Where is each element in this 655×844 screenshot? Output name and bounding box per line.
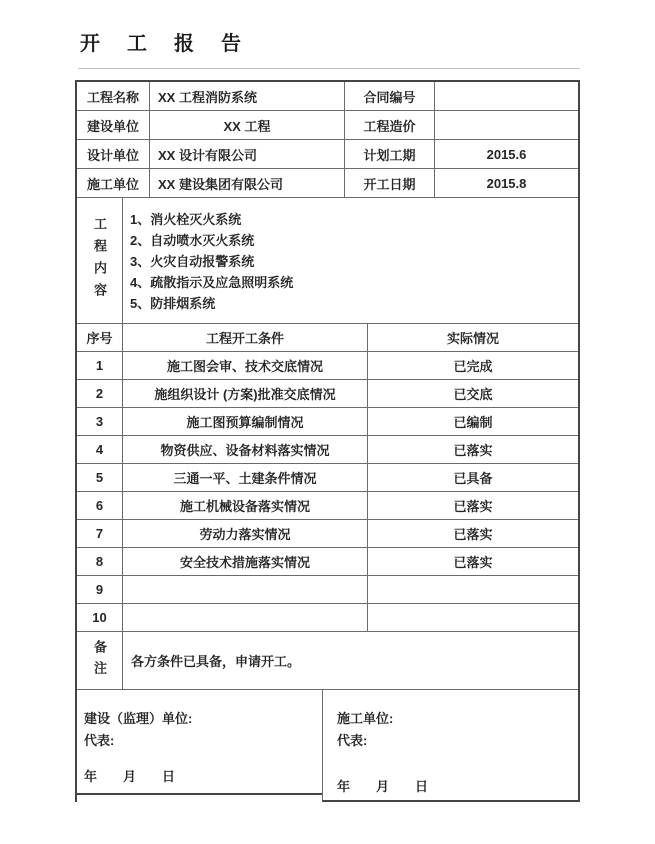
info-value-start-date: 2015.8: [435, 169, 578, 198]
content-item: 5、防排烟系统: [130, 296, 216, 311]
condition-text: 三通一平、土建条件情况: [123, 464, 368, 492]
condition-no: 7: [77, 520, 123, 548]
condition-text: 施工机械设备落实情况: [123, 492, 368, 520]
condition-text: 安全技术措施落实情况: [123, 548, 368, 576]
title-underline: [78, 68, 580, 69]
remark-label: 备注: [92, 639, 107, 682]
condition-row: [77, 408, 578, 436]
condition-text: 物资供应、设备材料落实情况: [123, 436, 368, 464]
report-table: [75, 80, 580, 802]
condition-status: 已落实: [368, 492, 578, 520]
info-value-project-cost: [435, 111, 578, 140]
condition-text: [123, 604, 368, 632]
condition-status: 已落实: [368, 436, 578, 464]
info-label-project-cost: 工程造价: [345, 111, 435, 140]
condition-text: 施工图会审、技术交底情况: [123, 352, 368, 380]
content-item: 3、火灾自动报警系统: [130, 254, 255, 269]
condition-no: 9: [77, 576, 123, 604]
project-content-label-cell: [77, 198, 123, 324]
info-value-contract-no: [435, 82, 578, 111]
owner-date-line: 年 月 日: [84, 769, 176, 784]
info-label-project-name: 工程名称: [77, 82, 150, 111]
page-title: 开工报告: [80, 33, 268, 55]
contractor-unit-label: 施工单位:: [337, 711, 394, 726]
condition-status: 已落实: [368, 548, 578, 576]
owner-representative-label: 代表:: [84, 733, 115, 748]
condition-no: 10: [77, 604, 123, 632]
info-row: [77, 111, 578, 140]
info-value-project-name: XX 工程消防系统: [150, 82, 345, 111]
condition-text: 施组织设计 (方案)批准交底情况: [123, 380, 368, 408]
info-label-contract-no: 合同编号: [345, 82, 435, 111]
condition-status: 已具备: [368, 464, 578, 492]
header-no: 序号: [77, 324, 123, 352]
info-label-start-date: 开工日期: [345, 169, 435, 198]
info-value-contractor: XX 建设集团有限公司: [150, 169, 345, 198]
info-label-design-unit: 设计单位: [77, 140, 150, 169]
condition-status: 已落实: [368, 520, 578, 548]
project-content-list: [123, 198, 578, 324]
condition-status: [368, 576, 578, 604]
info-label-planned-duration: 计划工期: [345, 140, 435, 169]
info-value-planned-duration: 2015.6: [435, 140, 578, 169]
condition-row: [77, 436, 578, 464]
header-condition: 工程开工条件: [123, 324, 368, 352]
info-row: [77, 169, 578, 198]
condition-row: [77, 464, 578, 492]
condition-no: 3: [77, 408, 123, 436]
info-row: [77, 82, 578, 111]
remark-text: 各方条件已具备，申请开工。: [123, 632, 578, 690]
condition-row: [77, 576, 578, 604]
project-content-row: [77, 198, 578, 324]
condition-status: 已编制: [368, 408, 578, 436]
info-value-construction-unit: XX 工程: [150, 111, 345, 140]
condition-no: 2: [77, 380, 123, 408]
contractor-date-line: 年 月 日: [337, 779, 429, 794]
signoff-row: [77, 690, 578, 802]
condition-no: 6: [77, 492, 123, 520]
content-item: 2、自动喷水灭火系统: [130, 233, 255, 248]
condition-row: [77, 604, 578, 632]
remark-label-cell: [77, 632, 123, 690]
signoff-contractor-block: [322, 690, 578, 802]
condition-text: 劳动力落实情况: [123, 520, 368, 548]
content-item: 4、疏散指示及应急照明系统: [130, 275, 294, 290]
condition-row: [77, 548, 578, 576]
content-item: 1、消火栓灭火系统: [130, 212, 242, 227]
signoff-owner-block: [77, 690, 322, 795]
remark-row: [77, 632, 578, 690]
owner-unit-label: 建设（监理）单位:: [84, 711, 193, 726]
condition-status: [368, 604, 578, 632]
condition-row: [77, 492, 578, 520]
condition-row: [77, 352, 578, 380]
condition-row: [77, 380, 578, 408]
condition-no: 1: [77, 352, 123, 380]
condition-no: 8: [77, 548, 123, 576]
info-row: [77, 140, 578, 169]
condition-no: 5: [77, 464, 123, 492]
info-label-construction-unit: 建设单位: [77, 111, 150, 140]
condition-status: 已完成: [368, 352, 578, 380]
info-label-contractor: 施工单位: [77, 169, 150, 198]
conditions-header-row: [77, 324, 578, 352]
header-status: 实际情况: [368, 324, 578, 352]
project-content-label: 工程内容: [92, 216, 107, 305]
condition-no: 4: [77, 436, 123, 464]
condition-row: [77, 520, 578, 548]
condition-text: [123, 576, 368, 604]
condition-text: 施工图预算编制情况: [123, 408, 368, 436]
condition-status: 已交底: [368, 380, 578, 408]
info-value-design-unit: XX 设计有限公司: [150, 140, 345, 169]
contractor-representative-label: 代表:: [337, 733, 368, 748]
